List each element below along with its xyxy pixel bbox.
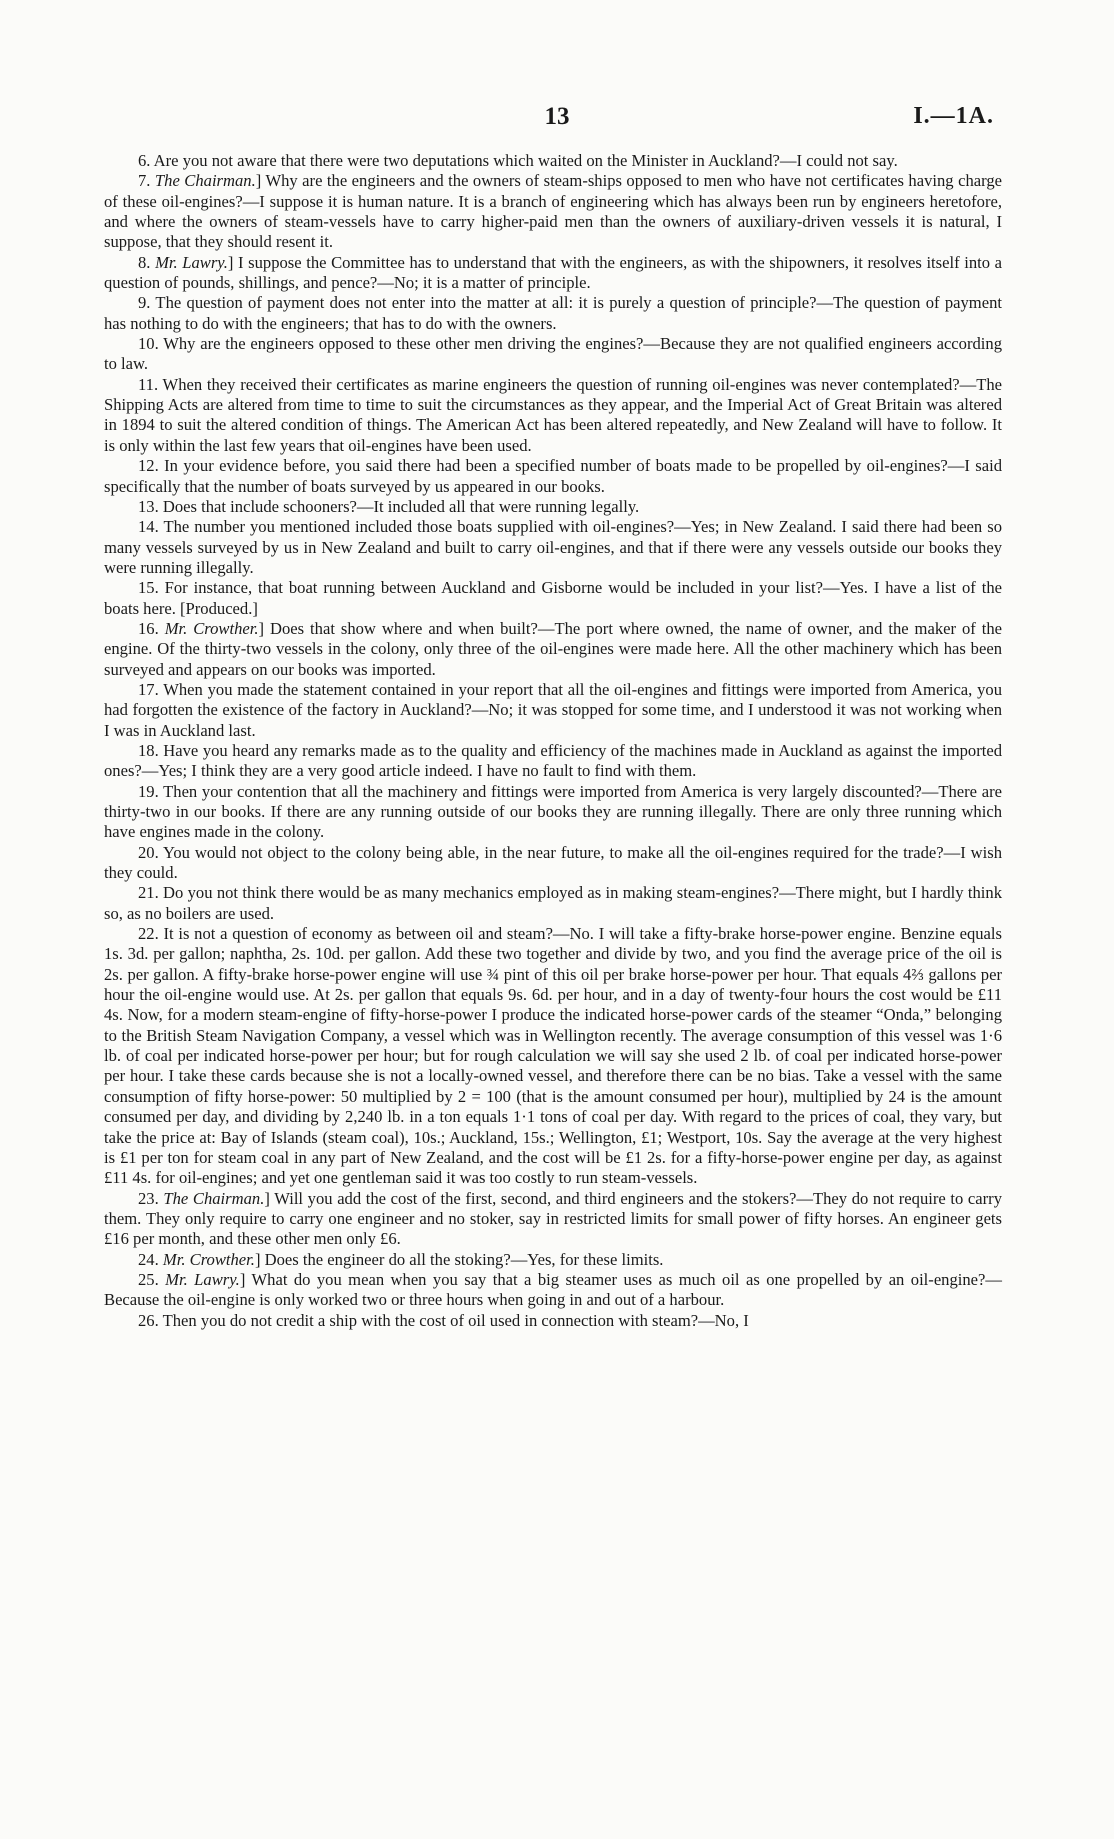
evidence-paragraph xyxy=(104,253,1002,294)
evidence-paragraph xyxy=(104,171,1002,252)
evidence-paragraph xyxy=(104,1250,1002,1270)
evidence-paragraph xyxy=(104,843,1002,884)
paragraph-text: ] I suppose the Committee has to understand that with the engineers, as with the shipowners, it resolves itself into a question of pounds, shillings, and pence?—No; it is a matter of principle. xyxy=(104,252,1003,293)
paragraph-text: ] What do you mean when you say that a big steamer uses as much oil as one propelled by an oil-engine?—Because the oil-engine is only worked two or three hours when going in and out of a harbour. xyxy=(104,1269,1003,1310)
speaker-name: Mr. Lawry. xyxy=(155,252,228,272)
evidence-paragraph xyxy=(104,497,1002,517)
speaker-name: The Chairman. xyxy=(163,1188,265,1208)
evidence-paragraph xyxy=(104,680,1002,741)
paragraph-text: 22. It is not a question of economy as between oil and steam?—No. I will take a fifty-brake horse-power engine. Benzine equals 1s. 3d. per gallon; naphtha, 2s. 10d. per gallon. Add these two together and divide by two, and you find the average price of the oil is 2s. per gallon. A fifty-brake horse-power engine will use ¾ pint of this oil per brake horse-power per hour. That equals 4⅔ gallons per hour the oil-engine would use. At 2s. per gallon that equals 9s. 6d. per hour, and in a day of twenty-four hours the cost would be £11 4s. Now, for a modern steam-engine of fifty-horse-power I produce the indicated horse-power cards of the steamer “Onda,” belonging to the British Steam Navigation Company, a vessel which was in Wellington recently. The average consumption of this vessel was 1·6 lb. of coal per indicated horse-power per hour; but for rough calculation we will say she used 2 lb. of coal per indicated horse-power per hour. I take these cards because she is not a locally-owned vessel, and therefore there can be no bias. Take a vessel with the same consumption of fifty horse-power: 50 multiplied by 2 = 100 (that is the amount consumed per hour), multiplied by 24 is the amount consumed per day, and dividing by 2,240 lb. in a ton equals 1·1 tons of coal per day. With regard to the prices of coal, they vary, but take the price at: Bay of Islands (steam coal), 10s.; Auckland, 15s.; Wellington, £1; Westport, 10s. Say the average at the very highest is £1 per ton for steam coal in any part of New Zealand, and the cost will be £1 2s. for a fifty-horse-power engine per day, as against £11 4s. for oil-engines; and yet one gentleman said it was too costly to run steam-vessels. xyxy=(104,924,1002,1188)
question-number: 7. xyxy=(138,171,155,191)
paragraph-text: 12. In your evidence before, you said there had been a specified number of boats made to be propelled by oil-engines?—I said specifically that the number of boats surveyed by us appeared in our books. xyxy=(104,456,1002,496)
evidence-paragraph xyxy=(104,1311,1002,1331)
paragraph-text: 11. When they received their certificates as marine engineers the question of running oil-engines was never contemplated?—The Shipping Acts are altered from time to time to suit the circumstances as they appear, and the Imperial Act of Great Britain was altered in 1894 to suit the altered condition of things. The American Act has been altered repeatedly, and New Zealand will have to follow. It is only within the last few years that oil-engines have been used. xyxy=(104,374,1002,455)
question-number: 24. xyxy=(138,1249,163,1269)
paragraph-text: ] Does the engineer do all the stoking?—Yes, for these limits. xyxy=(254,1249,664,1269)
paragraph-text: 18. Have you heard any remarks made as to the quality and efficiency of the machines made in Auckland as against the imported ones?—Yes; I think they are a very good article indeed. I have no fault to find with them. xyxy=(104,740,1002,781)
paragraph-text: 9. The question of payment does not enter into the matter at all: it is purely a question of principle?—The question of payment has nothing to do with the engineers; that has to do with the owners. xyxy=(104,293,1002,333)
question-number: 16. xyxy=(138,618,165,638)
paragraph-text: 13. Does that include schooners?—It included all that were running legally. xyxy=(138,496,640,516)
evidence-paragraph xyxy=(104,883,1002,924)
evidence-paragraph xyxy=(104,456,1002,497)
speaker-name: The Chairman. xyxy=(154,171,256,191)
speaker-name: Mr. Lawry. xyxy=(165,1269,240,1289)
paragraph-text: 14. The number you mentioned included those boats supplied with oil-engines?—Yes; in New Zealand. I said there had been so many vessels surveyed by us in New Zealand and built to carry oil-engines, and that if there were any vessels outside our books they were running illegally. xyxy=(104,517,1002,577)
paragraph-text: 20. You would not object to the colony being able, in the near future, to make all the oil-engines required for the trade?—I wish they could. xyxy=(104,842,1002,883)
evidence-text xyxy=(104,151,1002,1331)
evidence-paragraph xyxy=(104,517,1002,578)
evidence-paragraph xyxy=(104,375,1002,456)
evidence-paragraph xyxy=(104,1270,1002,1311)
paragraph-text: 6. Are you not aware that there were two deputations which waited on the Minister in Auckland?—I could not say. xyxy=(138,151,898,170)
evidence-paragraph xyxy=(104,578,1002,619)
page-header xyxy=(0,103,1114,133)
evidence-paragraph xyxy=(104,782,1002,843)
paragraph-text: 26. Then you do not credit a ship with the cost of oil used in connection with steam?—No, I xyxy=(138,1310,749,1330)
paragraph-text: ] Why are the engineers and the owners of steam-ships opposed to men who have not certificates having charge of these oil-engines?—I suppose it is human nature. It is a branch of engineering which has always been run by engineers heretofore, and where the owners of steam-vessels have to carry higher-paid men than the owners of auxiliary-driven vessels it is natural, I suppose, that they should resent it. xyxy=(104,171,1002,252)
evidence-paragraph xyxy=(104,293,1002,334)
paragraph-text: 21. Do you not think there would be as many mechanics employed as in making steam-engines?—There might, but I hardly think so, as no boilers are used. xyxy=(104,883,1002,923)
paragraph-text: ] Will you add the cost of the first, second, and third engineers and the stokers?—They do not require to carry them. They only require to carry one engineer and no stoker, say in restricted limits for small power of fifty horses. An engineer gets £16 per month, and these other men only £6. xyxy=(104,1188,1002,1249)
evidence-paragraph xyxy=(104,151,1002,171)
paragraph-text: 17. When you made the statement contained in your report that all the oil-engines and fittings were imported from America, you had forgotten the existence of the factory in Auckland?—No; it was stopped for some time, and I understood it was not working when I was in Auckland last. xyxy=(104,679,1002,740)
evidence-paragraph xyxy=(104,619,1002,680)
evidence-paragraph xyxy=(104,924,1002,1188)
speaker-name: Mr. Crowther. xyxy=(162,1249,255,1269)
paper-reference: I.—1A. xyxy=(913,103,994,129)
paragraph-text: 15. For instance, that boat running between Auckland and Gisborne would be included in your list?—Yes. I have a list of the boats here. [Produced.] xyxy=(104,578,1002,618)
evidence-paragraph xyxy=(104,1189,1002,1250)
paragraph-text: 10. Why are the engineers opposed to these other men driving the engines?—Because they are not qualified engineers according to law. xyxy=(104,334,1002,374)
paragraph-text: 19. Then your contention that all the machinery and fittings were imported from America is very largely discounted?—There are thirty-two in our books. If there are any running outside of our books they are running illegally. There are only three running which have engines made in the colony. xyxy=(104,781,1002,842)
question-number: 23. xyxy=(138,1188,164,1208)
evidence-paragraph xyxy=(104,741,1002,782)
speaker-name: Mr. Crowther. xyxy=(164,618,259,638)
paragraph-text: ] Does that show where and when built?—The port where owned, the name of owner, and the maker of the engine. Of the thirty-two vessels in the colony, only three of the oil-engines were made here. All the other machinery which has been surveyed and appears on our books was imported. xyxy=(104,618,1002,679)
question-number: 25. xyxy=(138,1269,166,1289)
page-number: 13 xyxy=(544,103,570,130)
evidence-paragraph xyxy=(104,334,1002,375)
question-number: 8. xyxy=(138,252,156,272)
